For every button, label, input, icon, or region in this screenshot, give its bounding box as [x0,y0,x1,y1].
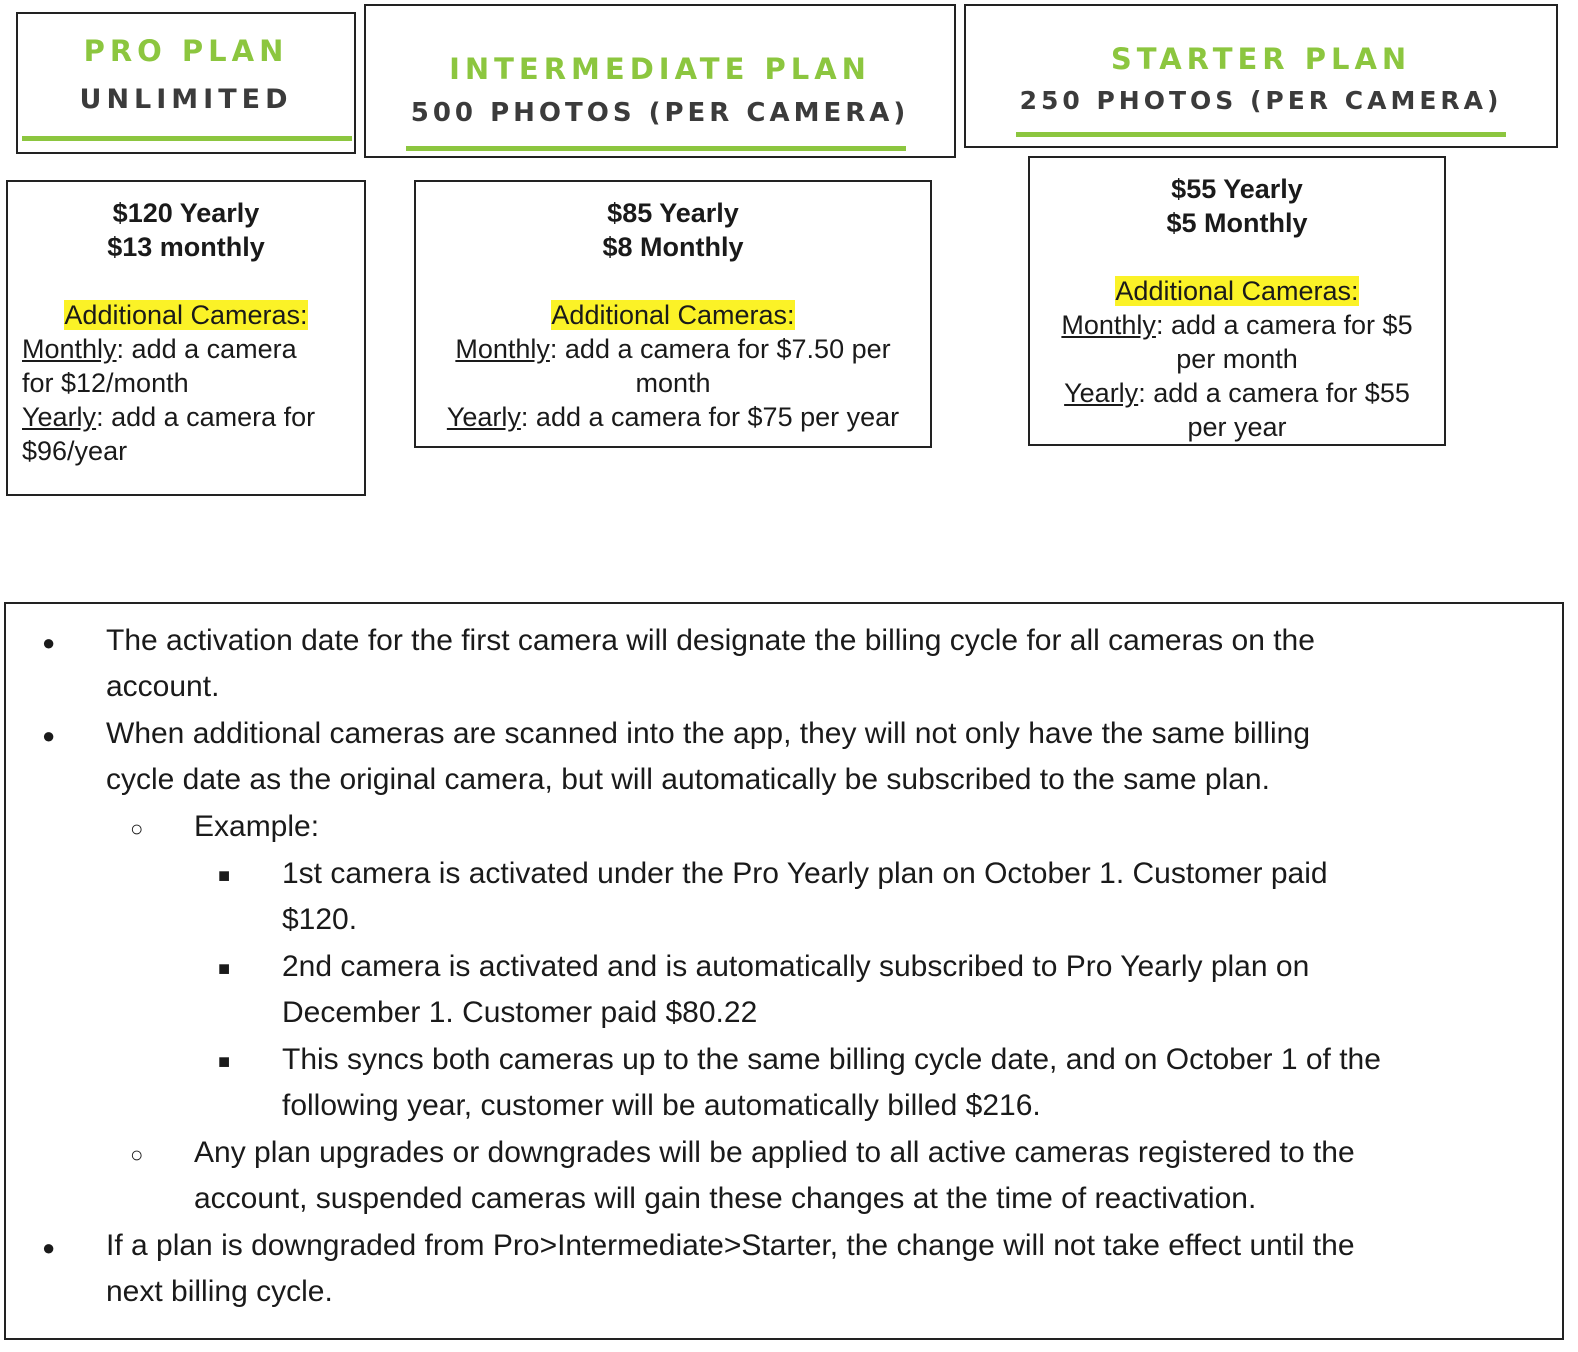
plan-name: STARTER PLAN [1110,42,1412,76]
circle-bullet-icon: ○ [130,1142,144,1167]
yearly-addon [416,400,930,434]
monthly-addon-cont: per month [1176,344,1298,374]
monthly-price: $13 monthly [107,232,265,262]
bullet-icon: ● [42,1235,56,1260]
note-line: Any plan upgrades or downgrades will be applied to all active cameras registered to the [194,1136,1355,1169]
square-bullet-icon: ■ [218,865,231,887]
yearly-term: Yearly [446,402,521,432]
yearly-addon-text: : add a camera for $75 per year [520,402,900,432]
plan-subtitle: 250 PHOTOS (PER CAMERA) [1019,86,1503,115]
note-line: The activation date for the first camera will designate the billing cycle for all cameras on the [106,624,1315,657]
pro-plan-header [16,12,356,154]
monthly-addon [416,332,930,366]
note-line: next billing cycle. [106,1275,333,1308]
monthly-addon [22,332,364,366]
note-line: If a plan is downgraded from Pro>Intermediate>Starter, the change will not take effect until the [106,1229,1355,1262]
yearly-addon-cont: $96/year [22,436,128,466]
note-line: cycle date as the original camera, but will automatically be subscribed to the same plan. [106,763,1270,796]
monthly-addon [1030,308,1444,342]
yearly-price: $85 Yearly [607,198,739,228]
note-line: Example: [194,810,320,843]
yearly-addon-cont: per year [1187,412,1287,442]
yearly-term: Yearly [22,402,97,432]
plan-subtitle: UNLIMITED [79,84,293,115]
yearly-price: $55 Yearly [1171,174,1303,204]
note-line: account. [106,670,220,703]
yearly-addon-text: : add a camera for [96,402,316,432]
intermediate-plan-header [364,4,956,158]
yearly-addon-text: : add a camera for $55 [1138,378,1410,408]
bullet-icon: ● [42,630,56,655]
monthly-addon-text: : add a camera for $5 [1155,310,1413,340]
additional-cameras-label: Additional Cameras [1115,276,1352,306]
square-bullet-icon: ■ [218,1051,231,1073]
note-line: $120. [282,903,358,936]
plan-subtitle: 500 PHOTOS (PER CAMERA) [410,98,910,128]
additional-cameras-heading: Additional Cameras: [551,300,795,330]
plan-name: PRO PLAN [83,34,289,68]
additional-cameras-label: Additional Cameras [551,300,788,330]
note-line: following year, customer will be automatically billed $216. [282,1089,1041,1122]
additional-cameras-heading: Additional Cameras: [64,300,308,330]
monthly-addon-cont: for $12/month [22,368,189,398]
monthly-addon-text: : add a camera [116,334,297,364]
additional-cameras-heading: Additional Cameras: [1115,276,1359,306]
note-line: December 1. Customer paid $80.22 [282,996,758,1029]
note-line: This syncs both cameras up to the same billing cycle date, and on October 1 of the [282,1043,1381,1076]
intermediate-plan-pricing [414,180,932,448]
green-underline [22,136,352,141]
bullet-icon: ● [42,723,56,748]
green-underline [406,146,906,151]
circle-bullet-icon: ○ [130,816,144,841]
note-line: account, suspended cameras will gain these changes at the time of reactivation. [194,1182,1257,1215]
starter-plan-header [964,4,1558,148]
monthly-addon-text: : add a camera for $7.50 per [549,334,891,364]
yearly-addon [1030,376,1444,410]
starter-plan-pricing [1028,156,1446,446]
plan-name: INTERMEDIATE PLAN [449,52,871,86]
monthly-price: $8 Monthly [602,232,744,262]
billing-notes [4,602,1564,1340]
yearly-addon [22,400,364,434]
monthly-term: Monthly [455,334,550,364]
monthly-term: Monthly [1061,310,1156,340]
pro-plan-pricing [6,180,366,496]
monthly-price: $5 Monthly [1166,208,1308,238]
yearly-term: Yearly [1064,378,1139,408]
note-line: When additional cameras are scanned into the app, they will not only have the same billing [106,717,1311,750]
additional-cameras-label: Additional Cameras [64,300,301,330]
note-line: 1st camera is activated under the Pro Yearly plan on October 1. Customer paid [282,857,1328,890]
square-bullet-icon: ■ [218,958,231,980]
monthly-addon-cont: month [635,368,711,398]
yearly-price: $120 Yearly [112,198,260,228]
green-underline [1016,132,1506,137]
monthly-term: Monthly [22,334,117,364]
note-line: 2nd camera is activated and is automatically subscribed to Pro Yearly plan on [282,950,1310,983]
